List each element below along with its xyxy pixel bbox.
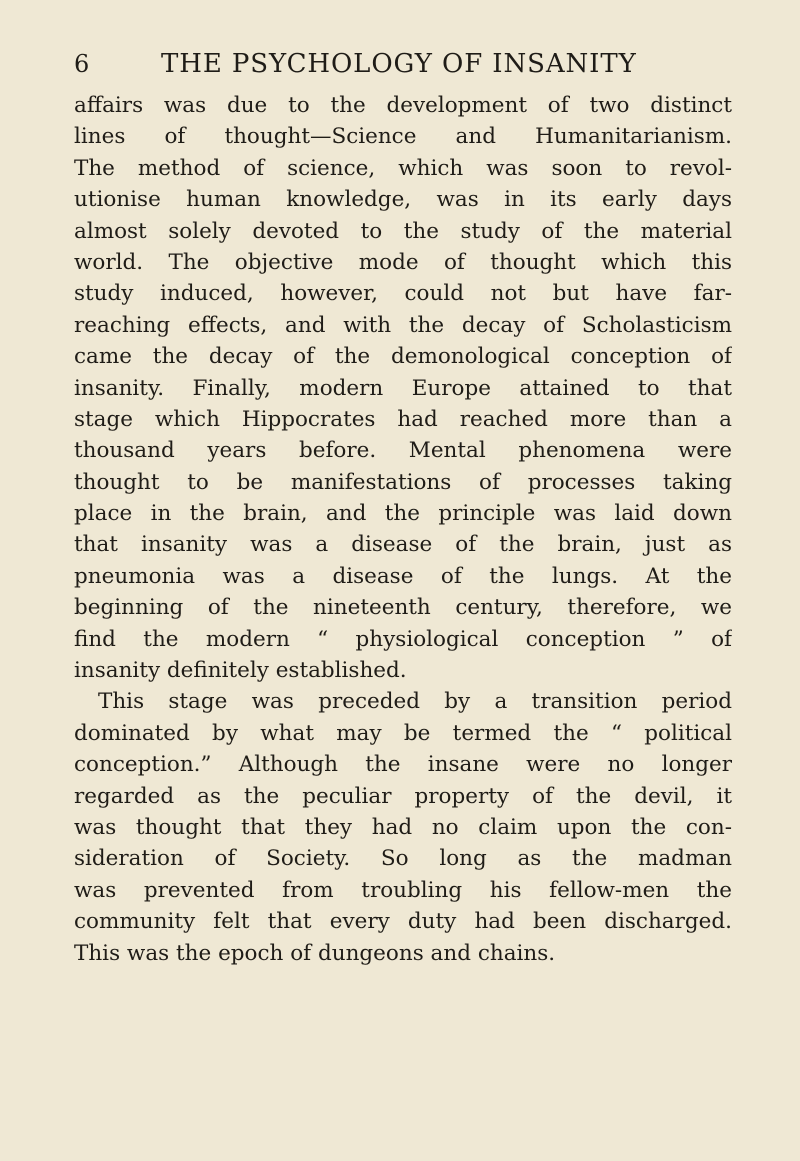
text-line: insanity definitely established. [74, 658, 407, 684]
text-line: sideration of Society. So long as the madman [74, 846, 732, 872]
text-line: beginning of the nineteenth century, therefore, we [74, 595, 732, 621]
text-line: This was the epoch of dungeons and chains. [74, 940, 556, 966]
text-line: affairs was due to the development of two distinct [74, 93, 732, 118]
text-line: community felt that every duty had been discharged. [74, 909, 732, 935]
page-number: 6 [74, 50, 90, 78]
text-line: reaching effects, and with the decay of Scholasticism [74, 312, 732, 338]
text-line: conception.” Although the insane were no longer [74, 752, 732, 778]
text-line: insanity. Finally, modern Europe attained to that [74, 375, 732, 401]
text-line: stage which Hippocrates had reached more than a [74, 406, 732, 432]
text-line: place in the brain, and the principle was laid down [74, 501, 732, 527]
running-head [0, 48, 800, 88]
text-line: was prevented from troubling his fellow-men the [74, 877, 732, 903]
paragraph-2 [74, 686, 732, 969]
text-line: world. The objective mode of thought which this [74, 249, 732, 275]
text-line: The method of science, which was soon to revol- [74, 155, 732, 181]
body-text [74, 90, 732, 969]
text-line: find the modern “ physiological conception ” of [74, 626, 732, 652]
text-line: lines of thought—Science and Humanitarianism. [74, 124, 732, 150]
text-line: thought to be manifestations of processes taking [74, 469, 732, 495]
text-line: regarded as the peculiar property of the devil, it [74, 783, 732, 809]
paragraph-1 [74, 90, 732, 686]
running-title: THE PSYCHOLOGY OF INSANITY [161, 49, 637, 79]
text-line: This stage was preceded by a transition period [98, 689, 732, 715]
text-line: that insanity was a disease of the brain, just as [74, 532, 732, 558]
text-line: dominated by what may be termed the “ political [74, 720, 732, 746]
text-line: utionise human knowledge, was in its early days [74, 187, 732, 213]
text-line: study induced, however, could not but have far- [74, 281, 732, 307]
text-line: almost solely devoted to the study of the material [74, 218, 732, 244]
text-line: thousand years before. Mental phenomena were [74, 438, 732, 464]
text-line: was thought that they had no claim upon the con- [74, 814, 732, 840]
text-line: pneumonia was a disease of the lungs. At the [74, 563, 732, 589]
text-line: came the decay of the demonological conception of [74, 344, 732, 370]
